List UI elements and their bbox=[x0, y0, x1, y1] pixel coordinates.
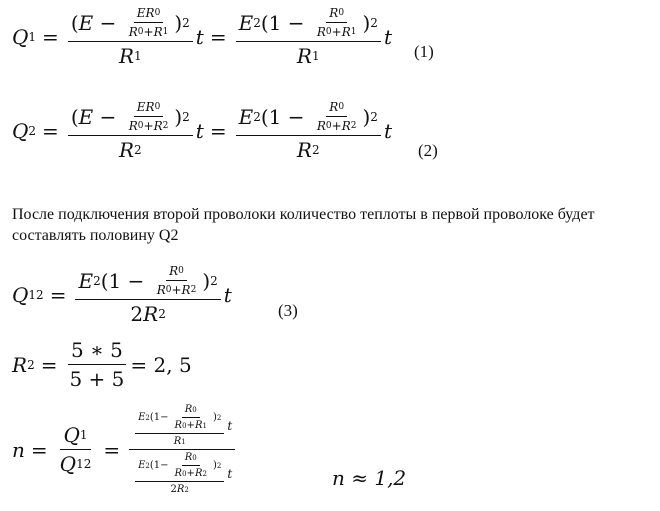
r2-denominator: 5 + 5 bbox=[69, 367, 125, 391]
equation-1: Q 1 = ( E − ER 0 R 0 + R 1 ) 2 R 1 t = E 2 (1 − R 0 R 0 + R 1 ) 2 R 1 t bbox=[12, 6, 392, 68]
n-equation: n = Q 1 Q 12 = E 2 (1− R 0 R 0 + R 1 ) 2 R 1 t E 2 (1− R 0 R 0 + R 2 ) 2 2 R 2 t bbox=[12, 404, 238, 495]
equation-tag-2: (2) bbox=[418, 141, 438, 160]
r2-equation: R 2 = $\frac{5 ∗ 5}{5 + 5}$ = 2, 5 bbox=[12, 338, 192, 391]
r2-value: = 2, 5 bbox=[130, 352, 192, 377]
equation-3: Q 12 = E 2 (1 − R 0 R 0 + R 2 ) 2 2 R 2 t bbox=[12, 264, 232, 326]
result-approximation: n ≈ 1,2 bbox=[332, 466, 407, 490]
explanation-paragraph: После подключения второй проволоки количество теплоты в первой проволоке будет составлять половину Q2 bbox=[12, 206, 595, 244]
equation-2: Q 2 = ( E − ER 0 R 0 + R 2 ) 2 R 2 t = E 2 (1 − R 0 R 0 + R 2 ) 2 R 2 t bbox=[12, 100, 392, 162]
equation-tag-1: (1) bbox=[414, 42, 434, 61]
equation-tag-3: (3) bbox=[278, 301, 298, 320]
r2-numerator: 5 ∗ 5 bbox=[68, 338, 126, 365]
